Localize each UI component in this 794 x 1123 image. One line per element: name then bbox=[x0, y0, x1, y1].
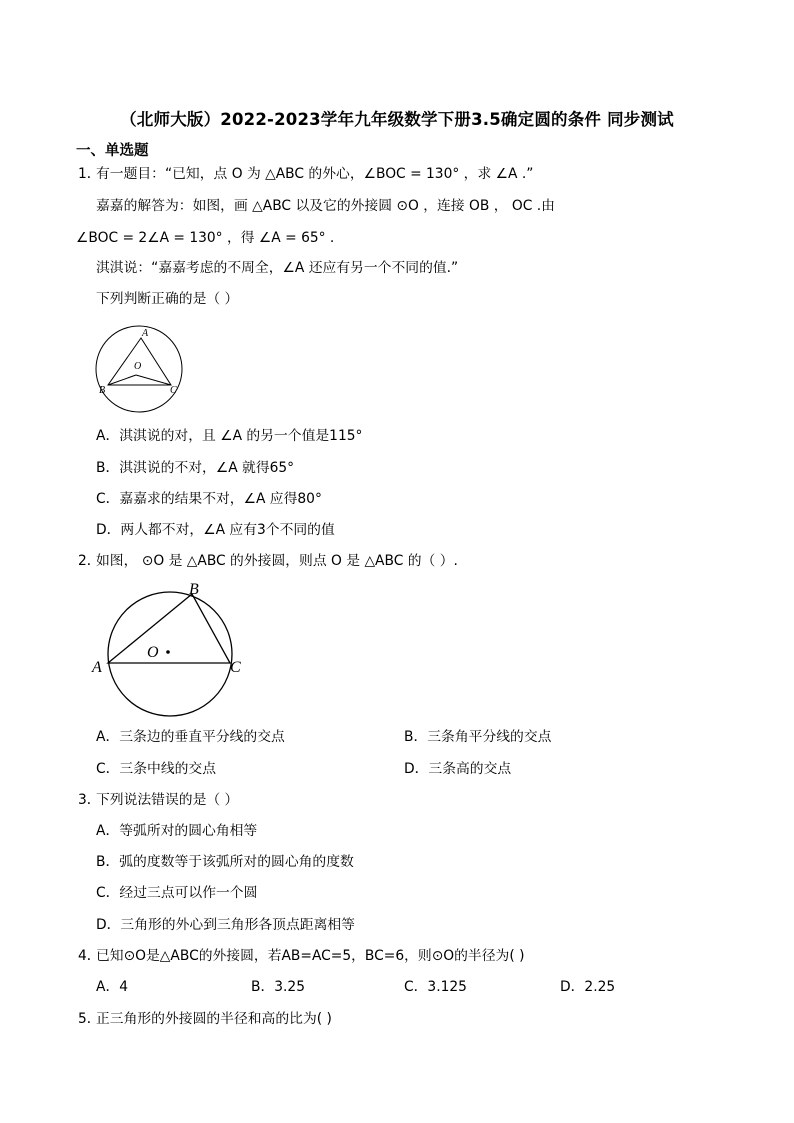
q1-stem-line1: 有一题目：“已知，点 O 为 △ABC 的外心，∠BOC = 130° ，求 ∠A .” bbox=[96, 166, 534, 182]
q1-label-a: A bbox=[142, 328, 149, 339]
q2-label-o: O bbox=[147, 644, 159, 661]
q3-option-b: B．弧的度数等于该弧所对的圆心角的度数 bbox=[96, 854, 354, 870]
q4-option-a: A．4 bbox=[96, 979, 129, 995]
q1-label-b: B bbox=[99, 385, 106, 396]
q2-option-d: D．三条高的交点 bbox=[404, 761, 512, 777]
q2-label-b: B bbox=[189, 581, 199, 598]
q1-number: 1． bbox=[78, 166, 101, 182]
q4-option-b: B．3.25 bbox=[251, 979, 305, 995]
q1-label-c: C bbox=[170, 385, 177, 396]
q1-stem-line4: 淇淇说：“嘉嘉考虑的不周全，∠A 还应有另一个不同的值.” bbox=[96, 260, 459, 276]
q2-option-c: C．三条中线的交点 bbox=[96, 761, 217, 777]
q2-number: 2． bbox=[78, 553, 101, 569]
q2-label-a: A bbox=[92, 659, 102, 676]
q1-figure bbox=[90, 322, 190, 416]
q1-stem-line3: ∠BOC = 2∠A = 130° ，得 ∠A = 65° . bbox=[76, 230, 335, 246]
q4-option-c: C．3.125 bbox=[404, 979, 467, 995]
q2-stem: 如图， ⊙O 是 △ABC 的外接圆，则点 O 是 △ABC 的（ ）. bbox=[96, 553, 458, 569]
q1-segment-ob bbox=[108, 375, 136, 385]
q2-circumcircle bbox=[108, 592, 232, 716]
page-title: （北师大版）2022-2023学年九年级数学下册3.5确定圆的条件 同步测试 bbox=[120, 110, 674, 129]
q2-figure bbox=[88, 578, 248, 718]
q1-option-b: B．淇淇说的不对，∠A 就得65° bbox=[96, 460, 295, 476]
q1-label-o: O bbox=[134, 361, 142, 372]
q2-label-c: C bbox=[230, 659, 241, 676]
section-heading: 一、单选题 bbox=[76, 143, 149, 159]
q1-stem-line2: 嘉嘉的解答为：如图，画 △ABC 以及它的外接圆 ⊙O ，连接 OB ， OC .由 bbox=[96, 198, 555, 214]
q1-option-d: D．两人都不对，∠A 应有3个不同的值 bbox=[96, 522, 335, 538]
q1-stem-line5: 下列判断正确的是（ ） bbox=[96, 291, 239, 307]
q5-number: 5． bbox=[78, 1011, 101, 1027]
q2-option-a: A．三条边的垂直平分线的交点 bbox=[96, 729, 285, 745]
q3-option-d: D．三角形的外心到三角形各顶点距离相等 bbox=[96, 917, 355, 933]
q4-stem: 已知⊙O是△ABC的外接圆，若AB=AC=5，BC=6，则⊙O的半径为( ) bbox=[96, 948, 525, 964]
q1-option-c: C．嘉嘉求的结果不对，∠A 应得80° bbox=[96, 491, 322, 507]
q3-number: 3． bbox=[78, 792, 101, 808]
q4-number: 4． bbox=[78, 948, 101, 964]
q3-option-c: C．经过三点可以作一个圆 bbox=[96, 885, 258, 901]
q2-option-b: B．三条角平分线的交点 bbox=[404, 729, 552, 745]
q5-stem: 正三角形的外接圆的半径和高的比为( ) bbox=[96, 1011, 332, 1027]
q3-option-a: A．等弧所对的圆心角相等 bbox=[96, 823, 258, 839]
q2-center-point bbox=[166, 650, 170, 654]
q3-stem: 下列说法错误的是（ ） bbox=[96, 792, 239, 808]
q1-option-a: A．淇淇说的对，且 ∠A 的另一个值是115° bbox=[96, 428, 363, 444]
q4-option-d: D．2.25 bbox=[560, 979, 616, 995]
